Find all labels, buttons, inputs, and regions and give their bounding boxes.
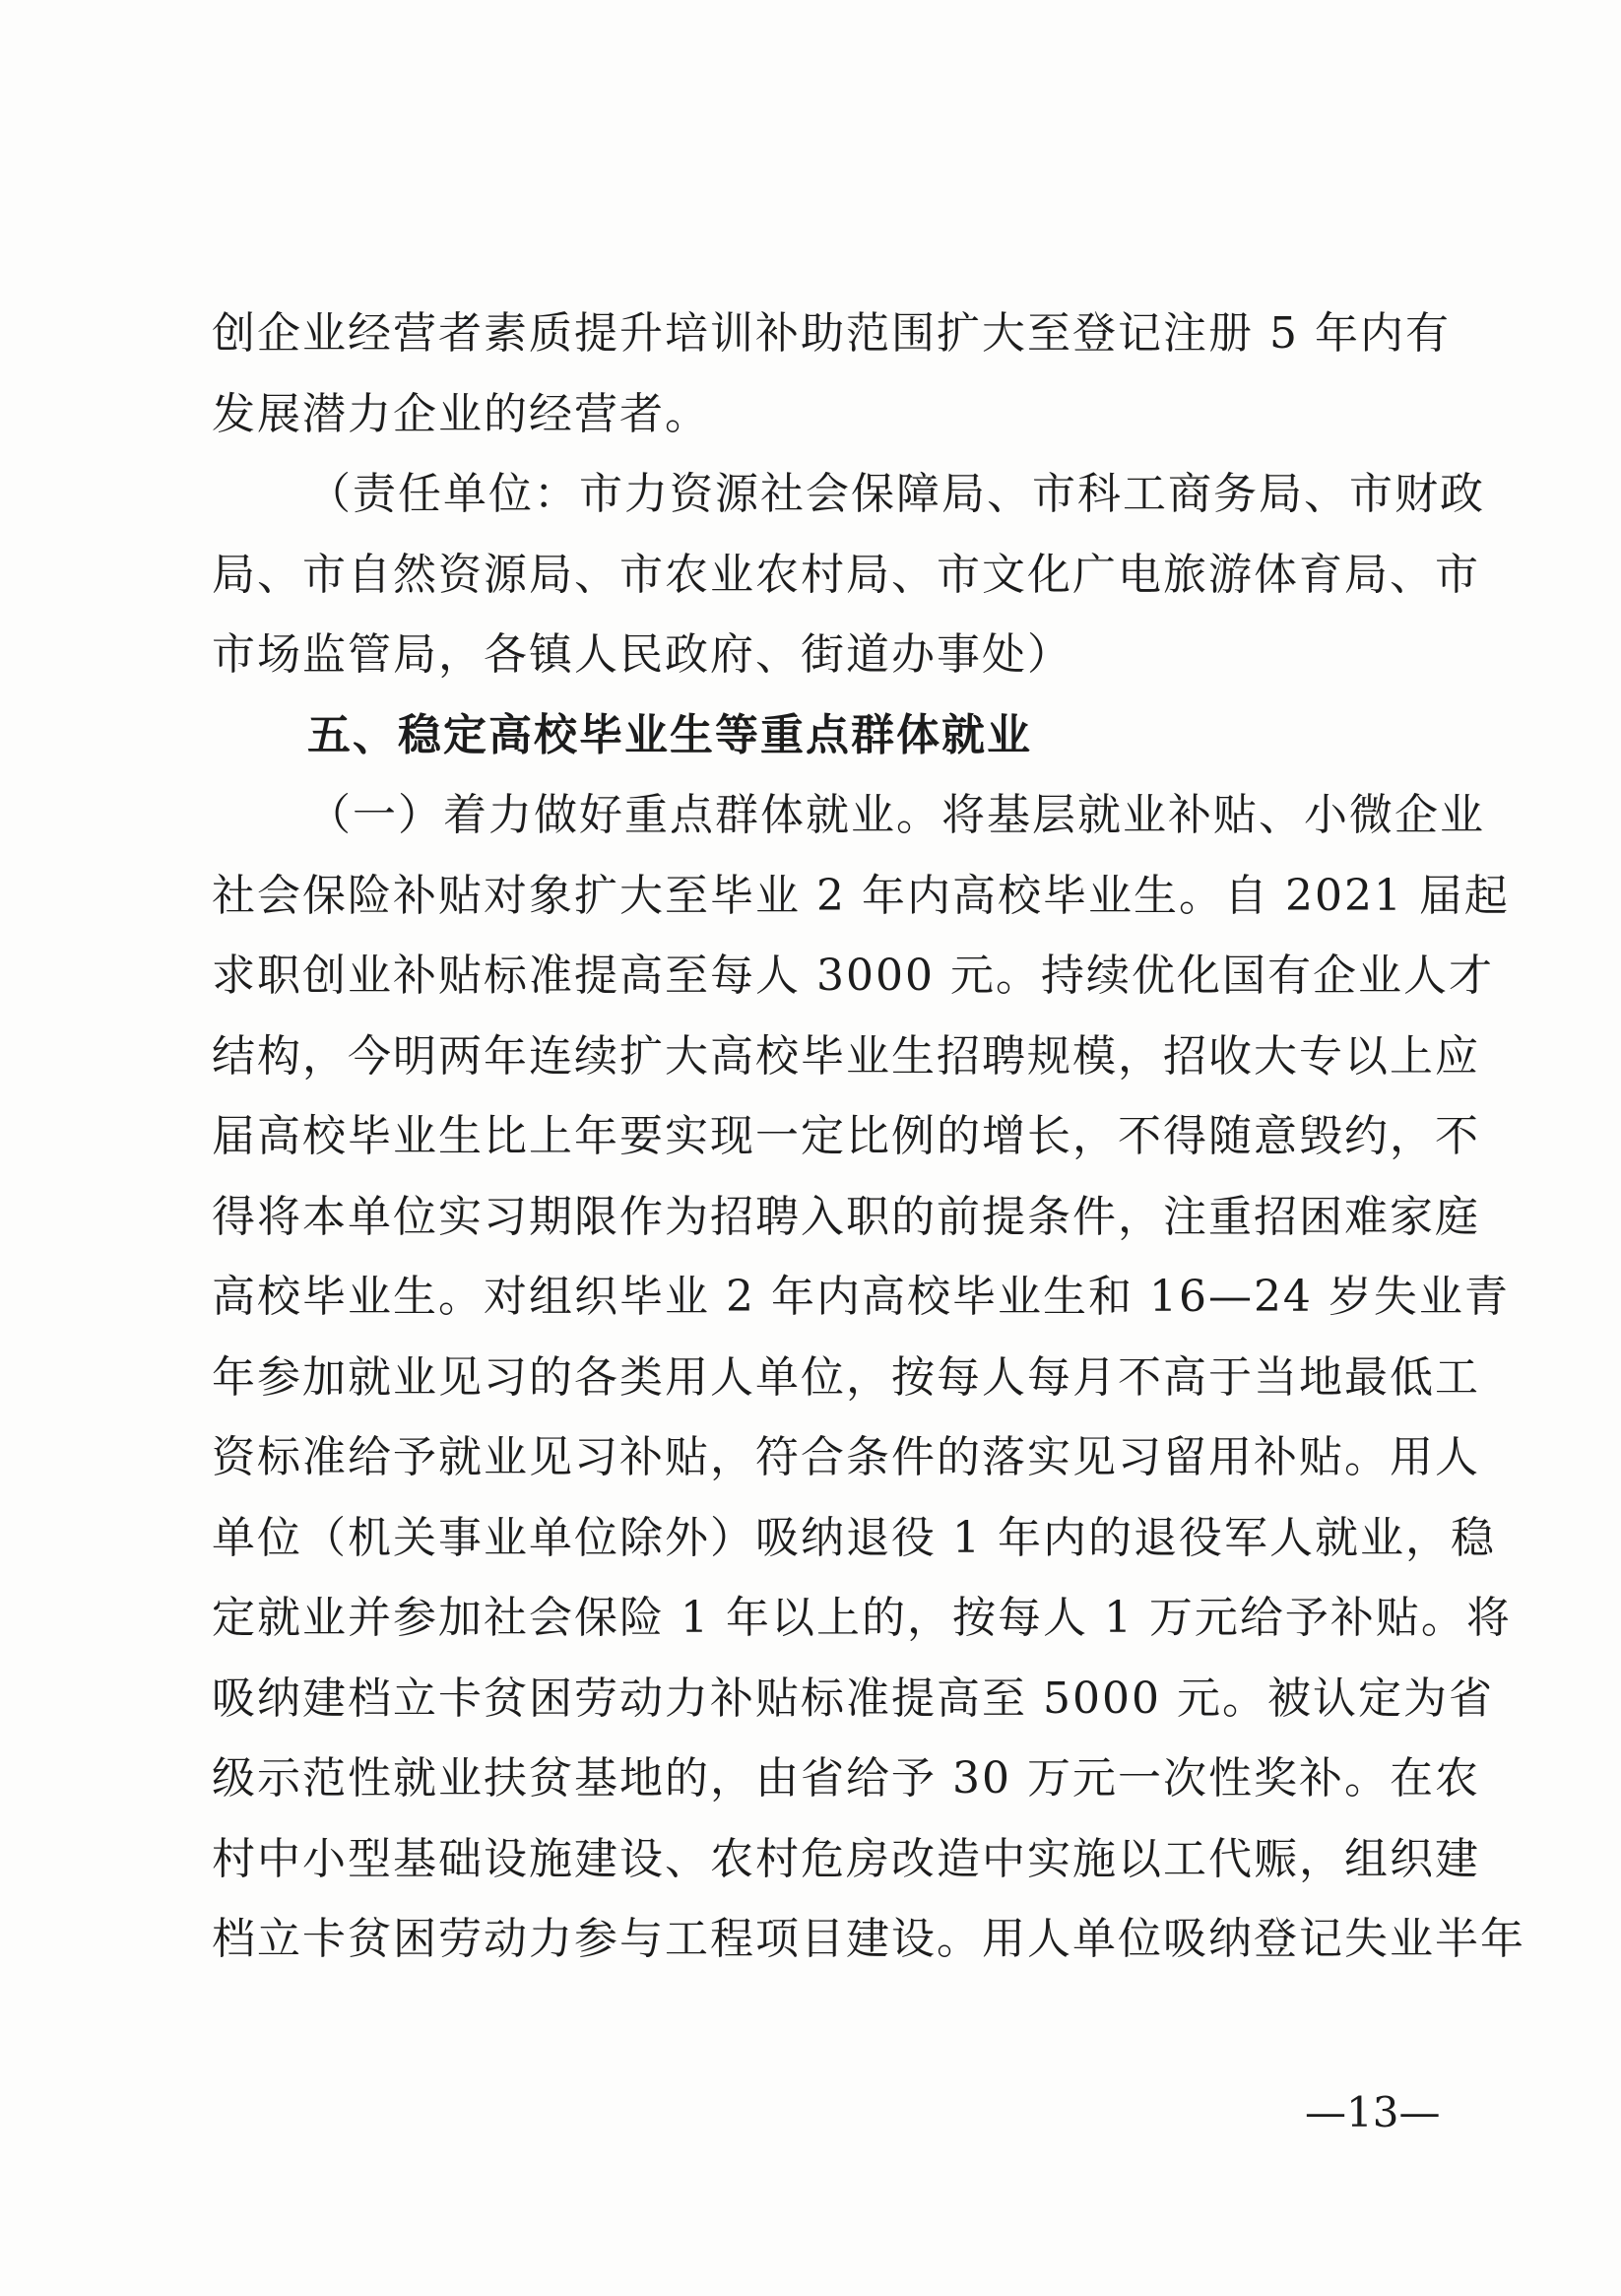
body-text [212,294,1525,1980]
text-line: 局、市自然资源局、市农业农村局、市文化广电旅游体育局、市 [212,549,1480,600]
text-line: （责任单位：市力资源社会保障局、市科工商务局、市财政 [307,469,1485,519]
text-line: 资标准给予就业见习补贴，符合条件的落实见习留用补贴。用人 [212,1432,1480,1482]
text-line: 市场监管局，各镇人民政府、街道办事处） [212,629,1072,680]
text-line: 届高校毕业生比上年要实现一定比例的增长，不得随意毁约，不 [212,1111,1480,1161]
text-line: 定就业并参加社会保险 1 年以上的，按每人 1 万元给予补贴。将 [212,1593,1512,1643]
text-line: 求职创业补贴标准提高至每人 3000 元。持续优化国有企业人才 [212,951,1494,1001]
text-line: 创企业经营者素质提升培训补助范围扩大至登记注册 5 年内有 [212,308,1451,359]
page-number: —13— [1305,2088,1441,2136]
text-line: 高校毕业生。对组织毕业 2 年内高校毕业生和 16—24 岁失业青 [212,1272,1510,1322]
text-line: 村中小型基础设施建设、农村危房改造中实施以工代赈，组织建 [212,1833,1480,1884]
text-line: 档立卡贫困劳动力参与工程项目建设。用人单位吸纳登记失业半年 [212,1914,1525,1964]
text-line: 得将本单位实习期限作为招聘入职的前提条件，注重招困难家庭 [212,1191,1480,1242]
text-line: 结构，今明两年连续扩大高校毕业生招聘规模，招收大专以上应 [212,1030,1480,1082]
text-line: （一）着力做好重点群体就业。将基层就业补贴、小微企业 [307,790,1485,840]
text-line: 社会保险补贴对象扩大至毕业 2 年内高校毕业生。自 2021 届起 [212,870,1510,921]
text-line: 年参加就业见习的各类用人单位，按每人每月不高于当地最低工 [212,1351,1480,1403]
text-line: 单位（机关事业单位除外）吸纳退役 1 年内的退役军人就业，稳 [212,1512,1496,1563]
text-line: 吸纳建档立卡贫困劳动力补贴标准提高至 5000 元。被认定为省 [212,1673,1494,1724]
text-line: 发展潜力企业的经营者。 [212,388,710,439]
section-heading: 五、稳定高校毕业生等重点群体就业 [307,709,1032,760]
text-line: 级示范性就业扶贫基地的，由省给予 30 万元一次性奖补。在农 [212,1753,1480,1804]
